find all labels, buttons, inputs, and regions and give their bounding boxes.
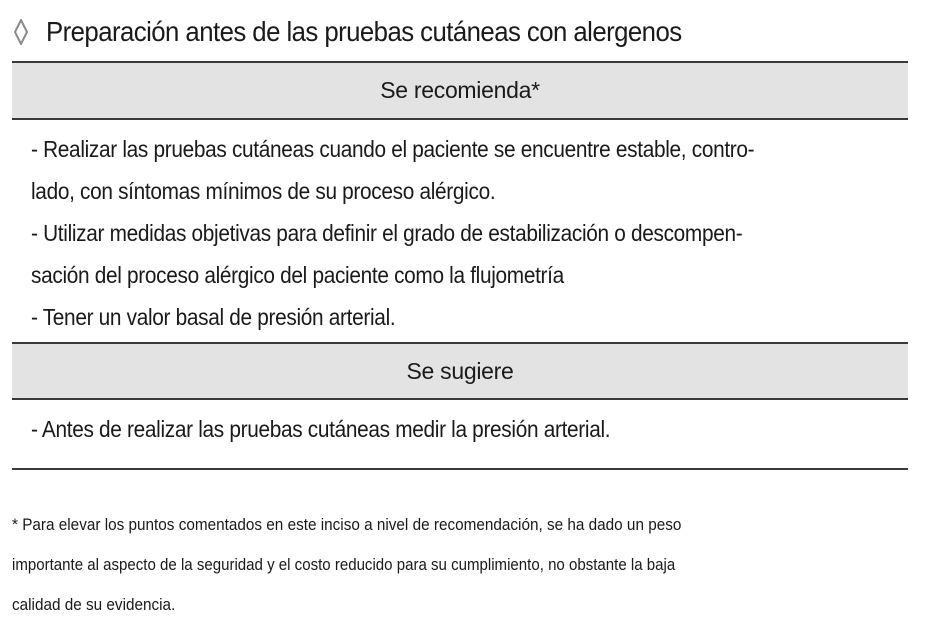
recommendation-line: - Utilizar medidas objetivas para definir el grado de estabilización o descompen- xyxy=(31,220,743,246)
section-header-recomienda: Se recomienda* xyxy=(12,63,908,118)
section-body-sugiere xyxy=(12,400,908,454)
footnote-line: * Para elevar los puntos comentados en este inciso a nivel de recomendación, se ha dado un peso xyxy=(12,515,682,534)
recommendation-line: sación del proceso alérgico del paciente como la flujometría xyxy=(31,262,564,288)
footnote-line: importante al aspecto de la seguridad y el costo reducido para su cumplimiento, no obstante la baja xyxy=(12,555,676,574)
footnote xyxy=(12,505,912,625)
recommendation-line: - Realizar las pruebas cutáneas cuando el paciente se encuentre estable, contro- xyxy=(31,136,755,162)
footnote-line: calidad de su evidencia. xyxy=(12,595,176,614)
table-bottom-rule xyxy=(12,468,908,470)
recommendations-table xyxy=(12,61,908,470)
recommendation-line: - Tener un valor basal de presión arterial. xyxy=(31,304,396,330)
recommendation-line: lado, con síntomas mínimos de su proceso alérgico. xyxy=(31,178,496,204)
suggestion-line: - Antes de realizar las pruebas cutáneas medir la presión arterial. xyxy=(31,416,611,442)
diamond-outline-icon xyxy=(12,17,30,47)
document-title-row xyxy=(12,12,737,52)
document-title: Preparación antes de las pruebas cutáneas con alergenos xyxy=(46,16,682,47)
section-body-recomienda xyxy=(12,120,908,342)
section-header-sugiere: Se sugiere xyxy=(12,344,908,398)
